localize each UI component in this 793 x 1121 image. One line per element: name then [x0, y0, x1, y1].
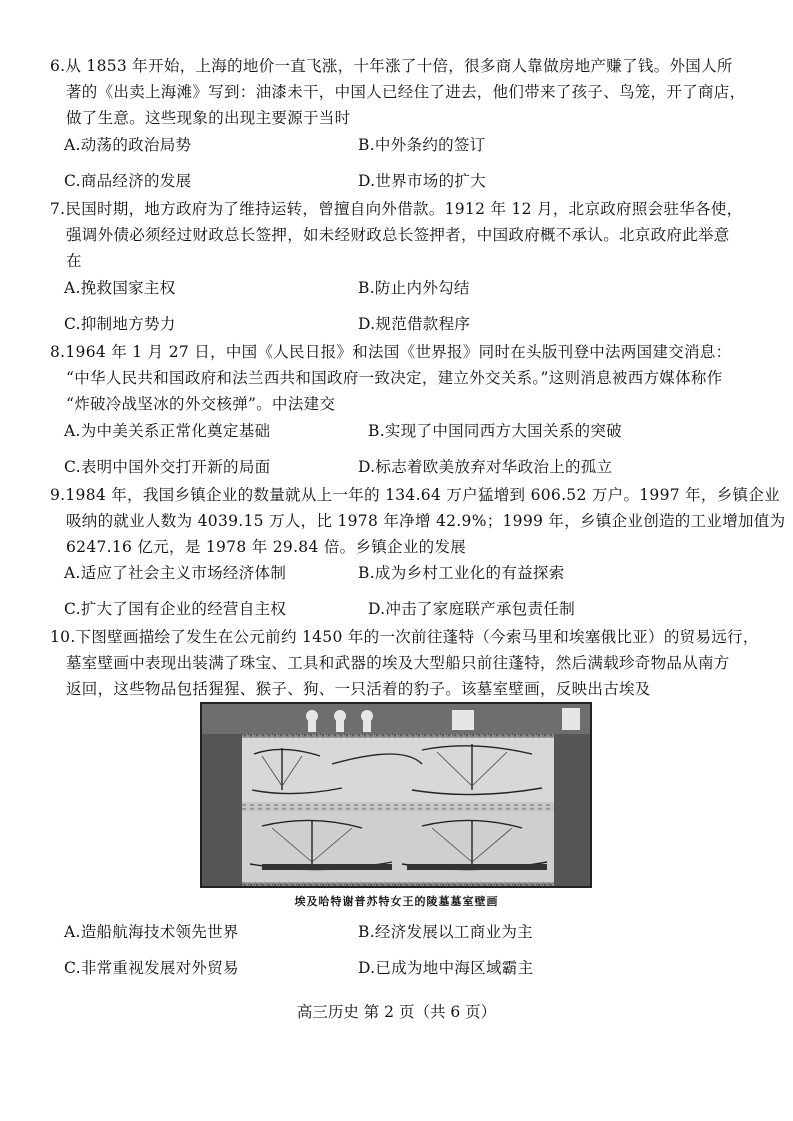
q8-option-b: B.实现了中国同西方大国关系的突破 [368, 422, 622, 440]
figure-caption: 埃及哈特谢普苏特女王的陵墓墓室壁画 [294, 895, 499, 908]
question-8-line-2: “中华人民共和国政府和法兰西共和国政府一致决定，建立外交关系。”这则消息被西方媒体称作 [66, 369, 723, 387]
q9-option-a: A.适应了社会主义市场经济体制 [64, 564, 287, 582]
question-7-line-1: 7.民国时期，地方政府为了维持运转，曾擅自向外借款。1912 年 12 月，北京政府照会驻华各使， [50, 200, 743, 218]
question-7-line-3: 在 [66, 252, 82, 270]
question-10-line-1: 10.下图壁画描绘了发生在公元前约 1450 年的一次前往蓬特（今索马里和埃塞俄比亚）的贸易远行， [50, 628, 759, 646]
q6-option-c: C.商品经济的发展 [64, 172, 192, 190]
question-10-line-2: 墓室壁画中表现出装满了珠宝、工具和武器的埃及大型船只前往蓬特，然后满载珍奇物品从南方 [66, 654, 730, 672]
q6-option-a: A.动荡的政治局势 [64, 136, 192, 154]
q7-option-b: B.防止内外勾结 [358, 279, 470, 297]
q7-option-c: C.抑制地方势力 [64, 315, 176, 333]
question-6-line-3: 做了生意。这些现象的出现主要源于当时 [66, 109, 351, 127]
question-7-line-2: 强调外债必须经过财政总长签押，如未经财政总长签押者，中国政府概不承认。北京政府此举意 [66, 226, 730, 244]
q10-option-a: A.造船航海技术领先世界 [64, 923, 239, 941]
question-7 [50, 196, 760, 274]
question-9 [50, 482, 786, 560]
q7-option-d: D.规范借款程序 [358, 315, 471, 333]
question-9-line-2: 吸纳的就业人数为 4039.15 万人，比 1978 年净增 42.9%；1999 年，乡镇企业创造的工业增加值为 [66, 512, 786, 530]
q7-option-a: A.挽救国家主权 [64, 279, 176, 297]
q6-option-d: D.世界市场的扩大 [358, 172, 487, 190]
q10-option-c: C.非常重视发展对外贸易 [64, 959, 239, 977]
q9-option-d: D.冲击了家庭联产承包责任制 [368, 600, 576, 618]
q10-option-b: B.经济发展以工商业为主 [358, 923, 533, 941]
tomb-mural-image [200, 702, 592, 888]
question-6 [50, 53, 760, 131]
q9-option-b: B.成为乡村工业化的有益探索 [358, 564, 565, 582]
q6-option-b: B.中外条约的签订 [358, 136, 486, 154]
q8-option-c: C.表明中国外交打开新的局面 [64, 458, 271, 476]
question-6-line-2: 著的《出卖上海滩》写到：油漆未干，中国人已经住了进去，他们带来了孩子、鸟笼，开了商店， [66, 83, 746, 101]
question-9-line-3: 6247.16 亿元，是 1978 年 29.84 倍。乡镇企业的发展 [66, 538, 467, 556]
question-9-line-1: 9.1984 年，我国乡镇企业的数量就从上一年的 134.64 万户猛增到 606.52 万户。1997 年，乡镇企业 [50, 486, 780, 504]
q9-option-c: C.扩大了国有企业的经营自主权 [64, 600, 287, 618]
page-footer: 高三历史 第 2 页（共 6 页） [296, 1003, 497, 1021]
question-8-line-1: 8.1964 年 1 月 27 日，中国《人民日报》和法国《世界报》同时在头版刊登中法两国建交消息： [50, 343, 732, 361]
question-8 [50, 339, 760, 417]
question-10 [50, 624, 760, 702]
question-10-line-3: 返回，这些物品包括猩猩、猴子、狗、一只活着的豹子。该墓室壁画，反映出古埃及 [66, 680, 651, 698]
q8-option-a: A.为中美关系正常化奠定基础 [64, 422, 271, 440]
q10-option-d: D.已成为地中海区域霸主 [358, 959, 534, 977]
q8-option-d: D.标志着欧美放弃对华政治上的孤立 [358, 458, 613, 476]
question-6-line-1: 6.从 1853 年开始，上海的地价一直飞涨，十年涨了十倍，很多商人靠做房地产赚了钱。外国人所 [50, 57, 733, 75]
question-8-line-3: “炸破冷战坚冰的外交核弹”。中法建交 [66, 395, 336, 413]
